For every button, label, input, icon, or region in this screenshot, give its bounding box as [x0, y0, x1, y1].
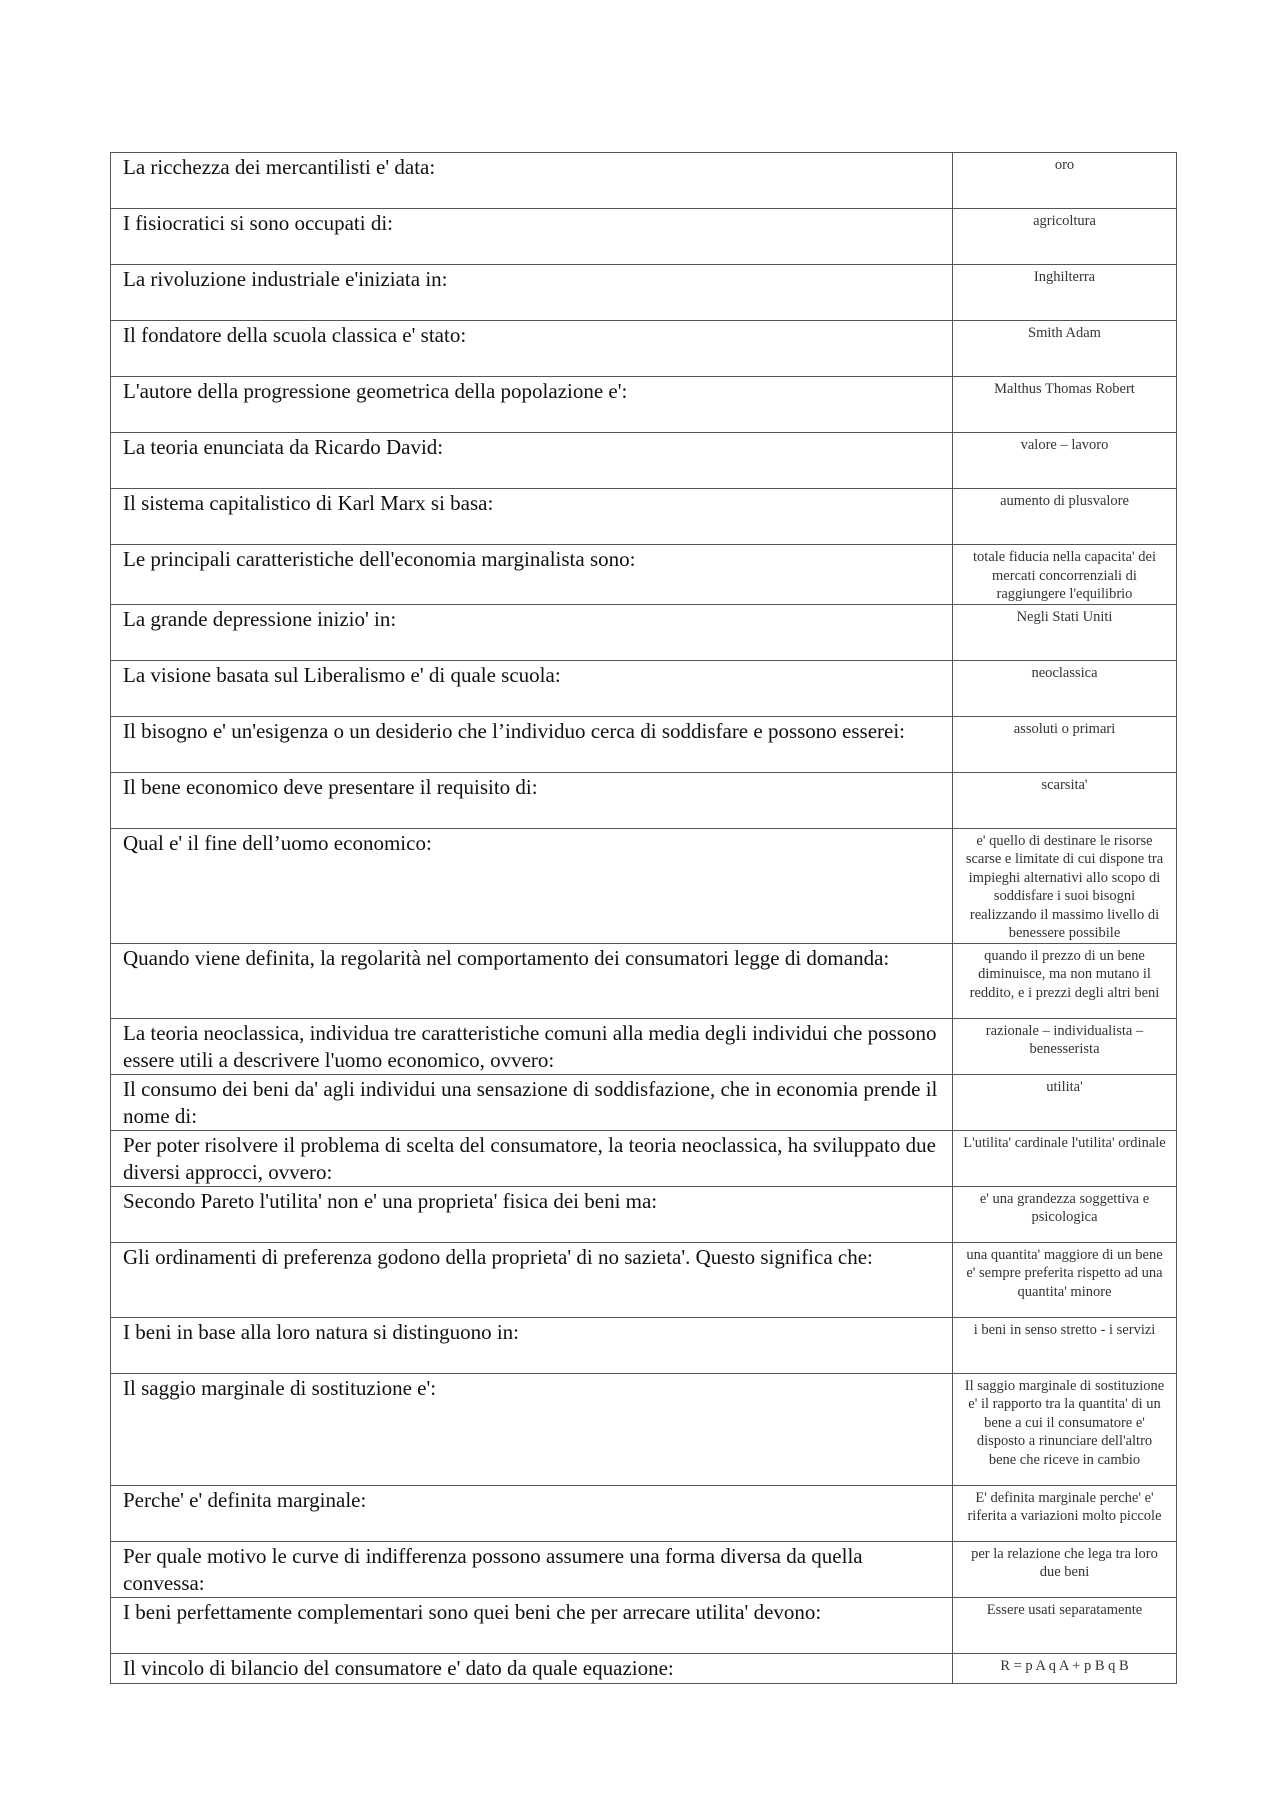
- question-cell: La rivoluzione industriale e'iniziata in:: [111, 265, 953, 321]
- answer-cell: valore – lavoro: [953, 433, 1177, 489]
- answer-cell: aumento di plusvalore: [953, 489, 1177, 545]
- qa-table: [110, 152, 1177, 1684]
- question-cell: I fisiocratici si sono occupati di:: [111, 209, 953, 265]
- table-row: [111, 321, 1177, 377]
- table-row: [111, 943, 1177, 1018]
- table-row: [111, 1597, 1177, 1653]
- question-cell: Perche' e' definita marginale:: [111, 1485, 953, 1541]
- question-cell: Per poter risolvere il problema di scelta del consumatore, la teoria neoclassica, ha sviluppato due diversi approcci, ovvero:: [111, 1130, 953, 1186]
- table-row: [111, 716, 1177, 772]
- answer-cell: razionale – individualista – benesserista: [953, 1018, 1177, 1074]
- answer-cell: totale fiducia nella capacita' dei mercati concorrenziali di raggiungere l'equilibrio: [953, 545, 1177, 605]
- answer-cell: per la relazione che lega tra loro due beni: [953, 1541, 1177, 1597]
- answer-cell: i beni in senso stretto - i servizi: [953, 1317, 1177, 1373]
- answer-cell: quando il prezzo di un bene diminuisce, ma non mutano il reddito, e i prezzi degli altri beni: [953, 943, 1177, 1018]
- question-cell: Le principali caratteristiche dell'economia marginalista sono:: [111, 545, 953, 605]
- question-cell: Il saggio marginale di sostituzione e':: [111, 1373, 953, 1485]
- answer-cell: e' una grandezza soggettiva e psicologica: [953, 1186, 1177, 1242]
- table-row: [111, 209, 1177, 265]
- table-row: [111, 1242, 1177, 1317]
- table-row: [111, 489, 1177, 545]
- table-row: [111, 828, 1177, 943]
- question-cell: Per quale motivo le curve di indifferenza possono assumere una forma diversa da quella convessa:: [111, 1541, 953, 1597]
- table-row: [111, 1074, 1177, 1130]
- question-cell: Quando viene definita, la regolarità nel comportamento dei consumatori legge di domanda:: [111, 943, 953, 1018]
- table-row: [111, 1485, 1177, 1541]
- question-cell: I beni perfettamente complementari sono quei beni che per arrecare utilita' devono:: [111, 1597, 953, 1653]
- question-cell: Qual e' il fine dell’uomo economico:: [111, 828, 953, 943]
- table-row: [111, 1018, 1177, 1074]
- table-row: [111, 772, 1177, 828]
- question-cell: Il bene economico deve presentare il requisito di:: [111, 772, 953, 828]
- answer-cell: utilita': [953, 1074, 1177, 1130]
- question-cell: Il bisogno e' un'esigenza o un desiderio che l’individuo cerca di soddisfare e possono esserei:: [111, 716, 953, 772]
- question-cell: Il consumo dei beni da' agli individui una sensazione di soddisfazione, che in economia prende il nome di:: [111, 1074, 953, 1130]
- answer-cell: Malthus Thomas Robert: [953, 377, 1177, 433]
- answer-cell: R = p A q A + p B q B: [953, 1653, 1177, 1683]
- table-row: [111, 1653, 1177, 1683]
- question-cell: I beni in base alla loro natura si distinguono in:: [111, 1317, 953, 1373]
- answer-cell: L'utilita' cardinale l'utilita' ordinale: [953, 1130, 1177, 1186]
- answer-cell: agricoltura: [953, 209, 1177, 265]
- answer-cell: Essere usati separatamente: [953, 1597, 1177, 1653]
- answer-cell: Smith Adam: [953, 321, 1177, 377]
- table-row: [111, 153, 1177, 209]
- question-cell: La teoria enunciata da Ricardo David:: [111, 433, 953, 489]
- answer-cell: e' quello di destinare le risorse scarse e limitate di cui dispone tra impieghi alternativi allo scopo di soddisfare i suoi bisogni realizzando il massimo livello di benessere possibile: [953, 828, 1177, 943]
- answer-cell: assoluti o primari: [953, 716, 1177, 772]
- answer-cell: Il saggio marginale di sostituzione e' il rapporto tra la quantita' di un bene a cui il consumatore e' disposto a rinunciare dell'altro bene che riceve in cambio: [953, 1373, 1177, 1485]
- table-row: [111, 660, 1177, 716]
- question-cell: L'autore della progressione geometrica della popolazione e':: [111, 377, 953, 433]
- question-cell: La ricchezza dei mercantilisti e' data:: [111, 153, 953, 209]
- table-row: [111, 1317, 1177, 1373]
- question-cell: La teoria neoclassica, individua tre caratteristiche comuni alla media degli individui che possono essere utili a descrivere l'uomo economico, ovvero:: [111, 1018, 953, 1074]
- table-row: [111, 545, 1177, 605]
- table-row: [111, 1541, 1177, 1597]
- question-cell: Il fondatore della scuola classica e' stato:: [111, 321, 953, 377]
- table-row: [111, 265, 1177, 321]
- answer-cell: E' definita marginale perche' e' riferita a variazioni molto piccole: [953, 1485, 1177, 1541]
- answer-cell: scarsita': [953, 772, 1177, 828]
- table-row: [111, 1130, 1177, 1186]
- table-row: [111, 377, 1177, 433]
- answer-cell: una quantita' maggiore di un bene e' sempre preferita rispetto ad una quantita' minore: [953, 1242, 1177, 1317]
- table-row: [111, 1186, 1177, 1242]
- table-row: [111, 433, 1177, 489]
- question-cell: Secondo Pareto l'utilita' non e' una proprieta' fisica dei beni ma:: [111, 1186, 953, 1242]
- answer-cell: neoclassica: [953, 660, 1177, 716]
- answer-cell: Negli Stati Uniti: [953, 604, 1177, 660]
- question-cell: La grande depressione inizio' in:: [111, 604, 953, 660]
- question-cell: Il sistema capitalistico di Karl Marx si basa:: [111, 489, 953, 545]
- question-cell: La visione basata sul Liberalismo e' di quale scuola:: [111, 660, 953, 716]
- question-cell: Il vincolo di bilancio del consumatore e' dato da quale equazione:: [111, 1653, 953, 1683]
- table-row: [111, 604, 1177, 660]
- answer-cell: oro: [953, 153, 1177, 209]
- answer-cell: Inghilterra: [953, 265, 1177, 321]
- question-cell: Gli ordinamenti di preferenza godono della proprieta' di no sazieta'. Questo significa che:: [111, 1242, 953, 1317]
- table-row: [111, 1373, 1177, 1485]
